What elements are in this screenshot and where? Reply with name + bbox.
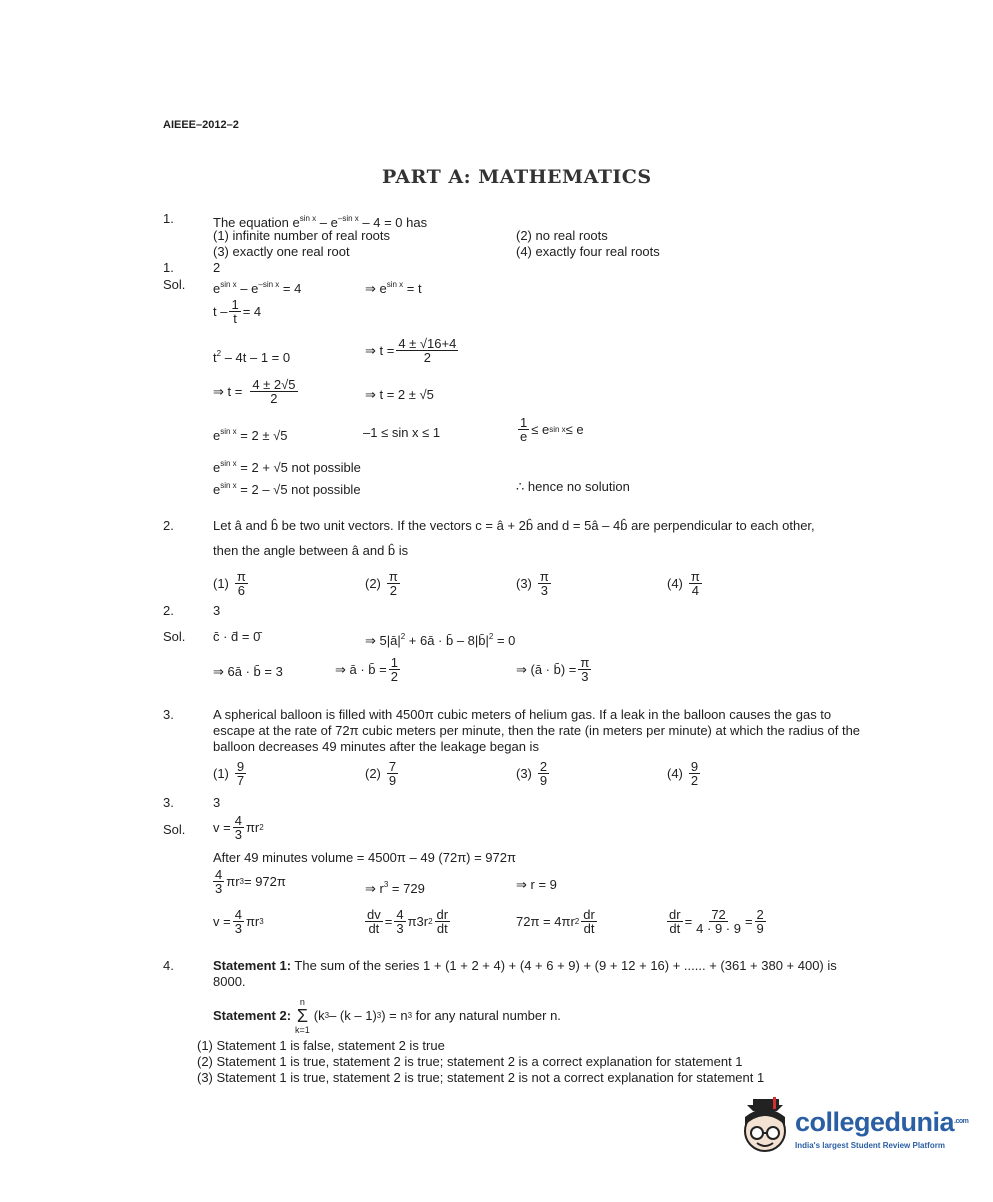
q3-step-3c: ⇒ r = 9 — [516, 877, 557, 892]
logo-wordmark — [795, 1107, 968, 1137]
q1-step-6: $e^{sin x} = 2 + √5$ not possible — [213, 459, 361, 475]
q3-step-3b: ⇒ $r^3 = 729$ — [365, 880, 425, 896]
q1-step-3a: $t^2 - 4t - 1 = 0$ — [213, 349, 291, 365]
q4-st1-label: Statement 1: — [213, 958, 292, 973]
q2-step-2c: ⇒ (ā · b̄) = $\frac{\pi}{3}$ — [516, 655, 590, 684]
q1-step-1b: ⇒ $e^{sin x} = t$ — [365, 280, 422, 296]
q2-question-cont: then the angle between â and b̂ is — [213, 543, 409, 558]
q4-statement-2: Statement 2: n Σ k=1 (k 3 – (k – 1) 3 ) = n 3 for any natural number n. — [213, 997, 561, 1035]
page-title: PART A: MATHEMATICS — [382, 166, 652, 188]
q3-step-1: v = $\frac{4}{3}$ πr 2 — [213, 813, 264, 842]
mascot-icon — [735, 1095, 795, 1165]
q3-number: 3. — [163, 707, 174, 722]
q2-number: 2. — [163, 518, 174, 533]
q1-option-4: (4) exactly four real roots — [516, 244, 660, 259]
q4-st2-label: Statement 2: — [213, 1008, 292, 1023]
q1-step-2: t – $\frac{1}{t}$ = 4 — [213, 297, 262, 326]
q3-sol-label: Sol. — [163, 822, 186, 837]
q1-step-7: $e^{sin x} = 2 - √5$ not possible — [213, 481, 361, 497]
q4-statement-1 — [213, 958, 853, 990]
q4-option-1: (1) Statement 1 is false, statement 2 is true — [197, 1038, 445, 1053]
logo-tld: .com — [954, 1118, 969, 1125]
logo-tagline: India's largest Student Review Platform — [795, 1141, 945, 1150]
q1-question: The equation $e^{sin x} - e^{-sin x} - 4 = 0$ has — [213, 214, 428, 230]
q1-step-3b: ⇒ t = $\frac{4 \pm √16+4}{2}$ — [365, 336, 457, 365]
q2-step-2a: ⇒ 6ā · b̄ = 3 — [213, 664, 283, 679]
q1-step-5c: $\frac{1}{e}$ ≤ e sin x ≤ e — [520, 415, 584, 444]
q1-step-1a: $e^{sin x} - e^{-sin x} = 4$ — [213, 280, 302, 296]
q2-sol-label: Sol. — [163, 629, 186, 644]
q3-step-4c: 72π = 4πr 2 $\frac{dr}{dt}$ — [516, 907, 595, 936]
q4-number: 4. — [163, 958, 174, 973]
q3-answer: 3 — [213, 795, 221, 810]
q1-option-3: (3) exactly one real root — [213, 244, 350, 259]
q3-step-4b: $\frac{dv}{dt}$ = $\frac{4}{3}$ π3r 2 $\frac{dr}{dt}$ — [367, 907, 449, 936]
q2-option-3: (3) $\frac{\pi}{3}$ — [516, 569, 549, 598]
q1-step-5b: –1 ≤ sin x ≤ 1 — [363, 425, 441, 440]
q3-step-2: After 49 minutes volume = 4500π – 49 (72π) = 972π — [213, 850, 516, 865]
q2-option-2: (2) $\frac{\pi}{2}$ — [365, 569, 398, 598]
q2-step-2b: ⇒ ā · b̄ = $\frac{1}{2}$ — [335, 655, 398, 684]
q4-option-2: (2) Statement 1 is true, statement 2 is true; statement 2 is a correct explanation for statement 1 — [197, 1054, 743, 1069]
q2-step-1a: c̄ · d̄ = 0̄ — [213, 629, 261, 644]
q3-option-2: (2) $\frac{7}{9}$ — [365, 759, 397, 788]
q1-step-5a: $e^{sin x} = 2 \pm √5$ — [213, 427, 288, 443]
q3-question: A spherical balloon is filled with 4500π cubic meters of helium gas. If a leak in the balloon causes the gas to escape at the rate of 72π cubic meters per minute, then the rate (in meters per minute) at which the radius of the balloon decreases 49 minutes after the leakage began is — [213, 707, 861, 754]
q1-option-1: (1) infinite number of real roots — [213, 228, 391, 243]
q3-step-4d: $\frac{dr}{dt}$ = $\frac{72}{4 \cdot 9 \cdot 9}$ = $\frac{2}{9}$ — [669, 907, 764, 936]
q1-number: 1. — [163, 211, 174, 226]
collegedunia-logo — [735, 1095, 969, 1165]
q1-answer: 2 — [213, 260, 221, 275]
q2-step-1b: ⇒ $5|ā|^2$ + 6ā · b̄ – $8|b̄|^2 = 0$ — [365, 632, 516, 648]
q1-option-2: (2) no real roots — [516, 228, 608, 243]
q3-step-4a: v = $\frac{4}{3}$ πr 3 — [213, 907, 264, 936]
q2-answer-number: 2. — [163, 603, 174, 618]
q1-conclusion: ∴ hence no solution — [516, 479, 630, 494]
q1-sol-label: Sol. — [163, 277, 186, 292]
q4-option-3: (3) Statement 1 is true, statement 2 is true; statement 2 is not a correct explanation for statement 1 — [197, 1070, 765, 1085]
q2-question: Let â and b̂ be two unit vectors. If the vectors c = â + 2b̂ and d = 5â – 4b̂ are perpendicular to each other, — [213, 518, 815, 533]
logo-name: collegedunia — [795, 1107, 955, 1137]
q2-option-1: (1) $\frac{\pi}{6}$ — [213, 569, 246, 598]
q3-option-4: (4) $\frac{9}{2}$ — [667, 759, 699, 788]
q1-answer-number: 1. — [163, 260, 174, 275]
q3-option-3: (3) $\frac{2}{9}$ — [516, 759, 548, 788]
q2-option-4: (4) $\frac{\pi}{4}$ — [667, 569, 700, 598]
q1-step-4a: ⇒ t = $\frac{4 \pm 2√5}{2}$ — [213, 377, 296, 406]
q3-option-1: (1) $\frac{9}{7}$ — [213, 759, 245, 788]
q3-step-3a: $\frac{4}{3}$ πr 3 = 972π — [215, 867, 286, 896]
q3-answer-number: 3. — [163, 795, 174, 810]
q4-st1-text: The sum of the series 1 + (1 + 2 + 4) + (4 + 6 + 9) + (9 + 12 + 16) + ...... + (361 + 380 + 400) is 8000. — [213, 958, 837, 989]
page-code: AIEEE–2012–2 — [163, 119, 239, 131]
q1-step-4b: ⇒ t = 2 ± √5 — [365, 387, 434, 402]
q2-answer: 3 — [213, 603, 221, 618]
